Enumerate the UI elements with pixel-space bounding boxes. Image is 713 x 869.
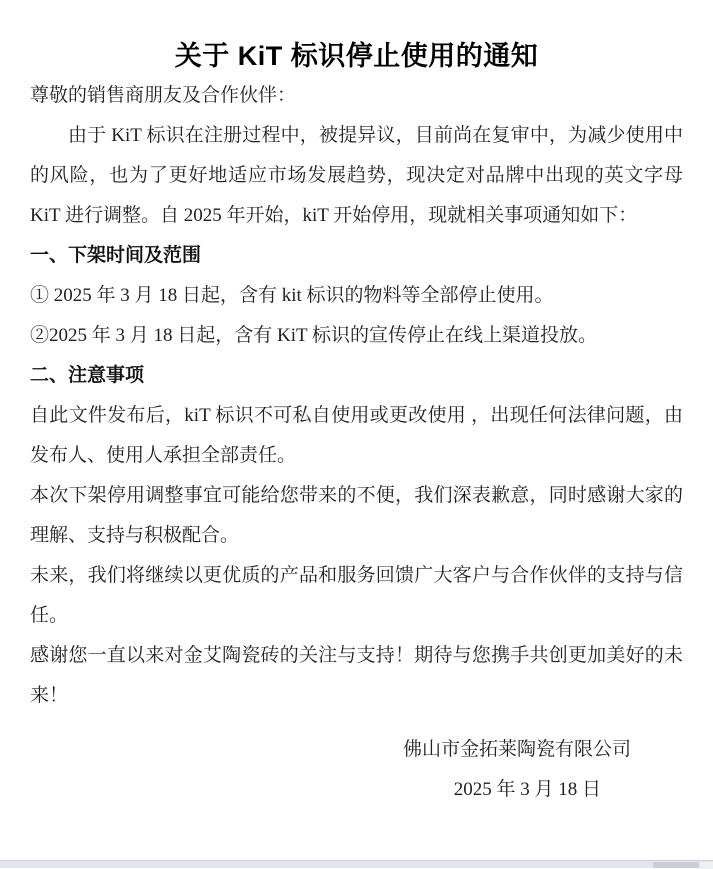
section1-item-1: ① 2025 年 3 月 18 日起，含有 kit 标识的物料等全部停止使用。	[30, 285, 554, 306]
section1-heading: 一、下架时间及范围	[30, 245, 202, 266]
section2-paragraph-4: 感谢您一直以来对金艾陶瓷砖的关注与支持！期待与您携手共创更加美好的未来！	[30, 645, 683, 706]
signature-date: 2025 年 3 月 18 日	[453, 779, 601, 800]
page-title: 关于 KiT 标识停止使用的通知	[174, 41, 539, 71]
section2-paragraph-3: 未来，我们将继续以更优质的产品和服务回馈广大客户与合作伙伴的支持与信任。	[30, 565, 683, 626]
section2-paragraph-2: 本次下架停用调整事宜可能给您带来的不便，我们深表歉意，同时感谢大家的理解、支持与积极配合。	[30, 485, 683, 546]
company-signature: 佛山市金拓莱陶瓷有限公司	[402, 739, 631, 760]
intro-paragraph: 由于 KiT 标识在注册过程中，被提异议，目前尚在复审中，为减少使用中的风险，也为了更好地适应市场发展趋势，现决定对品牌中出现的英文字母 KiT 进行调整。自 2025 年开始，kiT 开始停用，现就相关事项通知如下：	[30, 125, 683, 226]
section2-paragraph-1: 自此文件发布后，kiT 标识不可私自使用或更改使用 ，出现任何法律问题，由发布人、使用人承担全部责任。	[30, 405, 683, 466]
signature-block	[30, 730, 683, 810]
greeting-line: 尊敬的销售商朋友及合作伙伴：	[30, 85, 297, 106]
section1-item-2: ②2025 年 3 月 18 日起，含有 KiT 标识的宣传停止在线上渠道投放。	[30, 325, 598, 346]
horizontal-scrollbar-track[interactable]	[0, 860, 713, 868]
horizontal-scrollbar-thumb[interactable]	[653, 862, 699, 868]
section2-heading: 二、注意事项	[30, 365, 145, 386]
